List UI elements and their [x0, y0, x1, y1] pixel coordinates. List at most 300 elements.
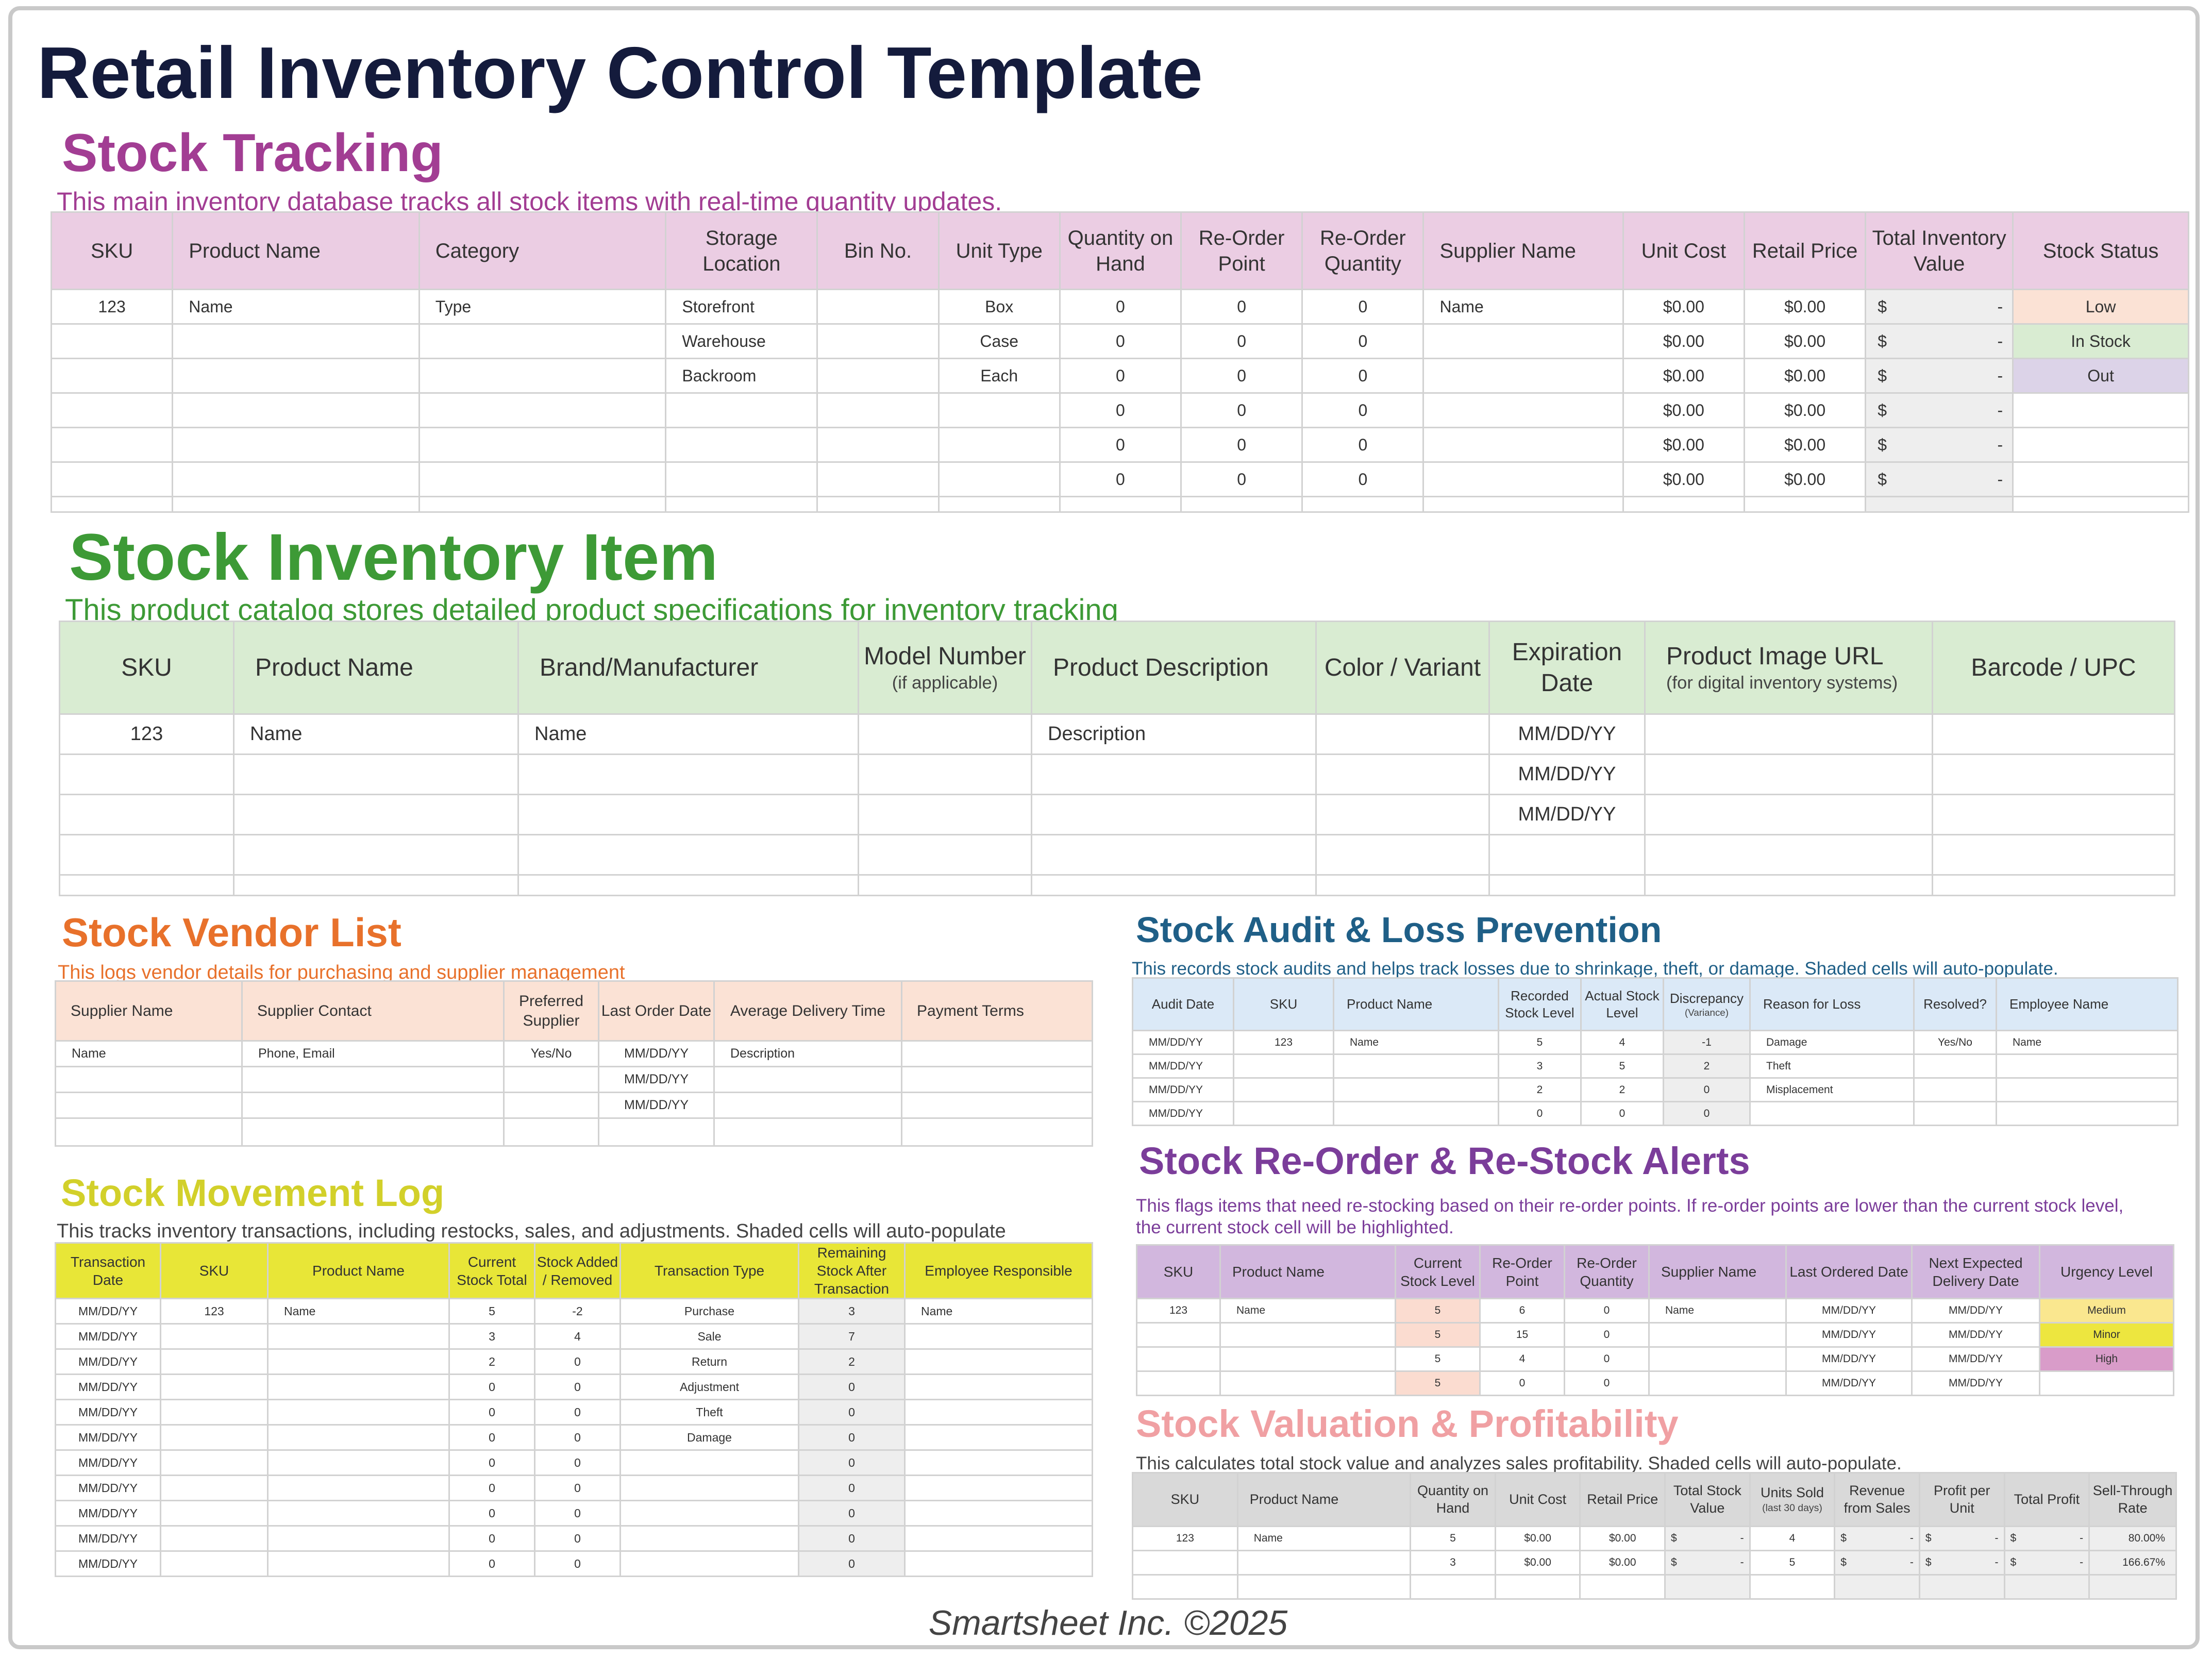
- cell[interactable]: [56, 1118, 242, 1146]
- cell[interactable]: MM/DD/YY: [1912, 1299, 2040, 1323]
- cell[interactable]: [52, 393, 173, 428]
- cell[interactable]: [599, 1118, 714, 1146]
- cell[interactable]: 3: [449, 1324, 535, 1349]
- cell[interactable]: Storefront: [666, 290, 817, 324]
- cell[interactable]: 0: [1181, 393, 1302, 428]
- cell[interactable]: [161, 1400, 268, 1425]
- cell[interactable]: [173, 359, 420, 393]
- cell[interactable]: [1933, 795, 2175, 835]
- cell[interactable]: 15: [1480, 1323, 1565, 1347]
- cell[interactable]: [666, 393, 817, 428]
- cell[interactable]: [1914, 1054, 1997, 1078]
- cell[interactable]: Adjustment: [621, 1375, 799, 1400]
- cell[interactable]: [1649, 1323, 1786, 1347]
- cell[interactable]: [173, 393, 420, 428]
- cell[interactable]: [905, 1501, 1093, 1526]
- cell[interactable]: MM/DD/YY: [56, 1425, 161, 1450]
- cell[interactable]: [817, 393, 939, 428]
- cell[interactable]: 5: [1411, 1527, 1496, 1551]
- cell[interactable]: 4: [535, 1324, 621, 1349]
- cell[interactable]: MM/DD/YY: [1912, 1347, 2040, 1371]
- cell[interactable]: Description: [714, 1041, 902, 1067]
- cell[interactable]: [621, 1501, 799, 1526]
- cell[interactable]: Name: [234, 714, 518, 755]
- cell[interactable]: Return: [621, 1349, 799, 1375]
- cell[interactable]: 0: [1302, 359, 1423, 393]
- cell[interactable]: 0: [535, 1450, 621, 1476]
- cell[interactable]: [161, 1551, 268, 1577]
- cell[interactable]: 0: [1581, 1102, 1664, 1126]
- cell[interactable]: $0.00: [1745, 359, 1866, 393]
- cell[interactable]: [1423, 393, 1623, 428]
- cell[interactable]: $0.00: [1623, 428, 1744, 462]
- cell[interactable]: 0: [535, 1551, 621, 1577]
- cell[interactable]: Name: [1997, 1031, 2178, 1054]
- cell[interactable]: [1997, 1102, 2178, 1126]
- cell[interactable]: [268, 1450, 449, 1476]
- cell[interactable]: [1133, 1551, 1238, 1575]
- cell[interactable]: Name: [268, 1299, 449, 1324]
- cell[interactable]: [173, 324, 420, 359]
- cell[interactable]: Name: [1220, 1299, 1396, 1323]
- cell[interactable]: [817, 324, 939, 359]
- cell[interactable]: [1316, 835, 1489, 875]
- cell[interactable]: 0: [1060, 359, 1181, 393]
- cell[interactable]: $0.00: [1580, 1551, 1665, 1575]
- status-badge[interactable]: Out: [2013, 359, 2189, 393]
- cell[interactable]: $0.00: [1623, 359, 1744, 393]
- cell[interactable]: [518, 795, 859, 835]
- cell[interactable]: MM/DD/YY: [1489, 795, 1645, 835]
- cell[interactable]: MM/DD/YY: [1912, 1371, 2040, 1396]
- cell[interactable]: [621, 1526, 799, 1551]
- cell[interactable]: MM/DD/YY: [1133, 1102, 1234, 1126]
- cell[interactable]: [242, 1067, 504, 1093]
- cell[interactable]: [1997, 1078, 2178, 1102]
- cell[interactable]: 123: [1234, 1031, 1334, 1054]
- cell[interactable]: 0: [1181, 359, 1302, 393]
- cell[interactable]: [1234, 1078, 1334, 1102]
- cell[interactable]: Description: [1032, 714, 1316, 755]
- cell[interactable]: [1137, 1347, 1220, 1371]
- cell[interactable]: $0.00: [1745, 324, 1866, 359]
- cell[interactable]: 3: [1499, 1054, 1581, 1078]
- cell[interactable]: [905, 1400, 1093, 1425]
- urgency-badge[interactable]: [2040, 1371, 2174, 1396]
- cell[interactable]: Yes/No: [504, 1041, 599, 1067]
- cell[interactable]: MM/DD/YY: [1912, 1323, 2040, 1347]
- cell[interactable]: [1645, 835, 1933, 875]
- cell[interactable]: [268, 1375, 449, 1400]
- cell[interactable]: [161, 1501, 268, 1526]
- cell[interactable]: [56, 1093, 242, 1118]
- cell[interactable]: $0.00: [1623, 393, 1744, 428]
- header-audit-date: Audit Date: [1133, 978, 1234, 1031]
- cell[interactable]: [902, 1118, 1093, 1146]
- cell[interactable]: MM/DD/YY: [56, 1501, 161, 1526]
- cell[interactable]: [817, 462, 939, 497]
- cell[interactable]: [859, 755, 1032, 795]
- cell[interactable]: [905, 1324, 1093, 1349]
- cell[interactable]: [905, 1551, 1093, 1577]
- status-badge[interactable]: [2013, 428, 2189, 462]
- cell[interactable]: [504, 1118, 599, 1146]
- cell[interactable]: [268, 1551, 449, 1577]
- cell[interactable]: [234, 835, 518, 875]
- cell[interactable]: [817, 428, 939, 462]
- status-badge[interactable]: In Stock: [2013, 324, 2189, 359]
- cell[interactable]: 0: [1565, 1371, 1649, 1396]
- cell[interactable]: [1649, 1347, 1786, 1371]
- cell[interactable]: 0: [449, 1551, 535, 1577]
- cell[interactable]: Type: [419, 290, 666, 324]
- cell[interactable]: 0: [1565, 1347, 1649, 1371]
- cell[interactable]: [1933, 714, 2175, 755]
- status-badge[interactable]: Low: [2013, 290, 2189, 324]
- cell[interactable]: [268, 1400, 449, 1425]
- cell[interactable]: 0: [1181, 428, 1302, 462]
- cell[interactable]: MM/DD/YY: [1133, 1054, 1234, 1078]
- cell[interactable]: MM/DD/YY: [56, 1551, 161, 1577]
- cell[interactable]: [1316, 755, 1489, 795]
- cell[interactable]: [161, 1476, 268, 1501]
- cell[interactable]: 0: [535, 1425, 621, 1450]
- cell[interactable]: $0.00: [1495, 1551, 1580, 1575]
- urgency-badge[interactable]: Medium: [2040, 1299, 2174, 1323]
- cell[interactable]: [518, 835, 859, 875]
- cell[interactable]: MM/DD/YY: [1133, 1078, 1234, 1102]
- cell[interactable]: Name: [1237, 1527, 1410, 1551]
- cell[interactable]: 0: [1060, 462, 1181, 497]
- cell[interactable]: [268, 1501, 449, 1526]
- current-stock-cell: 5: [1396, 1299, 1480, 1323]
- cell[interactable]: MM/DD/YY: [56, 1324, 161, 1349]
- cell[interactable]: [1645, 795, 1933, 835]
- cell[interactable]: 6: [1480, 1299, 1565, 1323]
- cell[interactable]: 123: [1137, 1299, 1220, 1323]
- cell[interactable]: 0: [1060, 290, 1181, 324]
- cell[interactable]: [161, 1526, 268, 1551]
- cell[interactable]: [714, 1118, 902, 1146]
- cell[interactable]: [52, 462, 173, 497]
- cell[interactable]: [242, 1093, 504, 1118]
- cell[interactable]: [161, 1375, 268, 1400]
- cell[interactable]: [1137, 1323, 1220, 1347]
- cell[interactable]: 0: [1302, 393, 1423, 428]
- cell[interactable]: $0.00: [1745, 462, 1866, 497]
- cell[interactable]: [268, 1349, 449, 1375]
- cell[interactable]: Name: [1423, 290, 1623, 324]
- cell[interactable]: MM/DD/YY: [56, 1476, 161, 1501]
- header-profit-per-unit: Profit per Unit: [1919, 1473, 2004, 1527]
- cell[interactable]: 4: [1750, 1527, 1835, 1551]
- cell[interactable]: [621, 1551, 799, 1577]
- header-transaction-type: Transaction Type: [621, 1243, 799, 1299]
- cell[interactable]: Name: [518, 714, 859, 755]
- cell[interactable]: [242, 1118, 504, 1146]
- cell[interactable]: 4: [1480, 1347, 1565, 1371]
- cell[interactable]: $0.00: [1623, 324, 1744, 359]
- cell[interactable]: [173, 462, 420, 497]
- cell[interactable]: [52, 324, 173, 359]
- cell[interactable]: [1220, 1347, 1396, 1371]
- cell[interactable]: 123: [52, 290, 173, 324]
- cell[interactable]: [268, 1476, 449, 1501]
- cell[interactable]: 0: [449, 1501, 535, 1526]
- cell[interactable]: [905, 1526, 1093, 1551]
- cell[interactable]: [1914, 1102, 1997, 1126]
- cell[interactable]: MM/DD/YY: [1489, 755, 1645, 795]
- cell[interactable]: Sale: [621, 1324, 799, 1349]
- cell[interactable]: Each: [939, 359, 1060, 393]
- cell[interactable]: Name: [1334, 1031, 1499, 1054]
- cell[interactable]: 0: [1060, 324, 1181, 359]
- cell[interactable]: 0: [1181, 324, 1302, 359]
- cell[interactable]: [161, 1425, 268, 1450]
- cell[interactable]: [268, 1526, 449, 1551]
- cell[interactable]: [268, 1324, 449, 1349]
- cell[interactable]: 0: [1565, 1323, 1649, 1347]
- cell[interactable]: [1237, 1551, 1410, 1575]
- cell[interactable]: [817, 359, 939, 393]
- cell[interactable]: 0: [449, 1375, 535, 1400]
- urgency-badge[interactable]: Minor: [2040, 1323, 2174, 1347]
- cell[interactable]: 0: [1302, 290, 1423, 324]
- cell[interactable]: Warehouse: [666, 324, 817, 359]
- cell[interactable]: [859, 714, 1032, 755]
- cell[interactable]: [666, 428, 817, 462]
- cell[interactable]: [1334, 1078, 1499, 1102]
- cell[interactable]: [1645, 714, 1933, 755]
- cell[interactable]: [56, 1067, 242, 1093]
- cell[interactable]: [161, 1450, 268, 1476]
- cell[interactable]: [1423, 462, 1623, 497]
- cell[interactable]: [1750, 1102, 1914, 1126]
- cell[interactable]: Name: [56, 1041, 242, 1067]
- cell[interactable]: Theft: [1750, 1054, 1914, 1078]
- cell[interactable]: [1334, 1054, 1499, 1078]
- sell-through-cell: 166.67%: [2089, 1551, 2176, 1575]
- cell[interactable]: $0.00: [1495, 1527, 1580, 1551]
- cell[interactable]: [939, 393, 1060, 428]
- cell[interactable]: 0: [449, 1476, 535, 1501]
- cell[interactable]: MM/DD/YY: [56, 1526, 161, 1551]
- cell[interactable]: [905, 1476, 1093, 1501]
- cell[interactable]: [1234, 1054, 1334, 1078]
- cell[interactable]: 2: [1499, 1078, 1581, 1102]
- cell[interactable]: 0: [449, 1425, 535, 1450]
- cell[interactable]: [1032, 835, 1316, 875]
- cell[interactable]: MM/DD/YY: [56, 1349, 161, 1375]
- cell[interactable]: 0: [1565, 1299, 1649, 1323]
- cell[interactable]: [859, 835, 1032, 875]
- cell[interactable]: Name: [1649, 1299, 1786, 1323]
- cell[interactable]: MM/DD/YY: [1489, 714, 1645, 755]
- cell[interactable]: Misplacement: [1750, 1078, 1914, 1102]
- cell[interactable]: [714, 1067, 902, 1093]
- cell[interactable]: [905, 1425, 1093, 1450]
- status-badge[interactable]: [2013, 462, 2189, 497]
- cell[interactable]: [1933, 755, 2175, 795]
- cell[interactable]: MM/DD/YY: [56, 1375, 161, 1400]
- cell[interactable]: 123: [161, 1299, 268, 1324]
- cell[interactable]: [939, 428, 1060, 462]
- cell[interactable]: 0: [1499, 1102, 1581, 1126]
- cell[interactable]: 0: [1480, 1371, 1565, 1396]
- cell[interactable]: Yes/No: [1914, 1031, 1997, 1054]
- cell[interactable]: [1423, 359, 1623, 393]
- cell[interactable]: MM/DD/YY: [56, 1400, 161, 1425]
- urgency-badge[interactable]: High: [2040, 1347, 2174, 1371]
- cell[interactable]: 123: [1133, 1527, 1238, 1551]
- cell[interactable]: [859, 795, 1032, 835]
- cell[interactable]: 0: [1302, 462, 1423, 497]
- cell[interactable]: 0: [535, 1476, 621, 1501]
- cell[interactable]: 5: [1750, 1551, 1835, 1575]
- cell[interactable]: MM/DD/YY: [1786, 1347, 1912, 1371]
- cell[interactable]: $0.00: [1745, 428, 1866, 462]
- cell[interactable]: Name: [905, 1299, 1093, 1324]
- cell[interactable]: [1032, 795, 1316, 835]
- cell[interactable]: $0.00: [1745, 393, 1866, 428]
- table-row: [1137, 1323, 2174, 1347]
- cell[interactable]: Damage: [1750, 1031, 1914, 1054]
- cell[interactable]: $0.00: [1580, 1527, 1665, 1551]
- cell[interactable]: [419, 393, 666, 428]
- cell[interactable]: [1423, 324, 1623, 359]
- cell[interactable]: [419, 428, 666, 462]
- cell[interactable]: [52, 428, 173, 462]
- cell[interactable]: [234, 755, 518, 795]
- cell[interactable]: Phone, Email: [242, 1041, 504, 1067]
- cell[interactable]: [621, 1450, 799, 1476]
- cell[interactable]: 0: [449, 1400, 535, 1425]
- cell[interactable]: [419, 462, 666, 497]
- cell[interactable]: MM/DD/YY: [56, 1450, 161, 1476]
- cell[interactable]: Backroom: [666, 359, 817, 393]
- cell[interactable]: Theft: [621, 1400, 799, 1425]
- cell[interactable]: [161, 1349, 268, 1375]
- cell[interactable]: [817, 290, 939, 324]
- cell[interactable]: MM/DD/YY: [599, 1093, 714, 1118]
- cell[interactable]: [234, 795, 518, 835]
- cell[interactable]: Damage: [621, 1425, 799, 1450]
- cell[interactable]: [902, 1041, 1093, 1067]
- cell[interactable]: [1316, 714, 1489, 755]
- header-sku: SKU: [52, 212, 173, 290]
- cell[interactable]: [621, 1476, 799, 1501]
- cell[interactable]: [60, 755, 234, 795]
- cell[interactable]: MM/DD/YY: [1133, 1031, 1234, 1054]
- cell[interactable]: [1220, 1323, 1396, 1347]
- cell[interactable]: 0: [1181, 462, 1302, 497]
- cell[interactable]: [1137, 1371, 1220, 1396]
- cell[interactable]: [268, 1425, 449, 1450]
- cell[interactable]: 2: [1581, 1078, 1664, 1102]
- cell[interactable]: [666, 462, 817, 497]
- cell[interactable]: MM/DD/YY: [56, 1299, 161, 1324]
- cell[interactable]: $0.00: [1745, 290, 1866, 324]
- cell[interactable]: [1997, 1054, 2178, 1078]
- cell[interactable]: 0: [1302, 324, 1423, 359]
- reorder-table-wrap: [1136, 1244, 2173, 1389]
- cell[interactable]: Purchase: [621, 1299, 799, 1324]
- cell[interactable]: [1489, 835, 1645, 875]
- cell[interactable]: 0: [535, 1501, 621, 1526]
- cell[interactable]: [1649, 1371, 1786, 1396]
- cell[interactable]: [939, 462, 1060, 497]
- cell[interactable]: 0: [535, 1349, 621, 1375]
- cell[interactable]: [161, 1324, 268, 1349]
- cell[interactable]: [1316, 795, 1489, 835]
- cell[interactable]: -2: [535, 1299, 621, 1324]
- cell[interactable]: 5: [1581, 1054, 1664, 1078]
- cell[interactable]: 2: [449, 1349, 535, 1375]
- cell[interactable]: 5: [449, 1299, 535, 1324]
- cell[interactable]: [902, 1093, 1093, 1118]
- cell[interactable]: [1423, 428, 1623, 462]
- cell[interactable]: 0: [535, 1375, 621, 1400]
- cell[interactable]: [419, 359, 666, 393]
- cell[interactable]: [173, 428, 420, 462]
- cell[interactable]: 0: [535, 1526, 621, 1551]
- cell[interactable]: [419, 324, 666, 359]
- cell[interactable]: 4: [1581, 1031, 1664, 1054]
- cell[interactable]: [52, 359, 173, 393]
- cell[interactable]: [1234, 1102, 1334, 1126]
- cell[interactable]: 5: [1499, 1031, 1581, 1054]
- cell[interactable]: MM/DD/YY: [1786, 1371, 1912, 1396]
- cell[interactable]: [518, 755, 859, 795]
- cell[interactable]: [1220, 1371, 1396, 1396]
- cell[interactable]: 0: [1181, 290, 1302, 324]
- cell[interactable]: [1032, 755, 1316, 795]
- cell[interactable]: 123: [60, 714, 234, 755]
- cell[interactable]: 0: [1302, 428, 1423, 462]
- cell[interactable]: $0.00: [1623, 290, 1744, 324]
- cell[interactable]: [905, 1375, 1093, 1400]
- cell[interactable]: 3: [1411, 1551, 1496, 1575]
- cell[interactable]: MM/DD/YY: [599, 1041, 714, 1067]
- cell[interactable]: 0: [1060, 393, 1181, 428]
- cell[interactable]: [1334, 1102, 1499, 1126]
- cell[interactable]: 0: [535, 1400, 621, 1425]
- cell[interactable]: [905, 1349, 1093, 1375]
- cell[interactable]: $0.00: [1623, 462, 1744, 497]
- cell[interactable]: [1933, 835, 2175, 875]
- cell[interactable]: 0: [449, 1526, 535, 1551]
- cell[interactable]: [902, 1067, 1093, 1093]
- status-badge[interactable]: [2013, 393, 2189, 428]
- cell[interactable]: [504, 1067, 599, 1093]
- cell[interactable]: 0: [449, 1450, 535, 1476]
- cell[interactable]: Case: [939, 324, 1060, 359]
- cell[interactable]: [1645, 755, 1933, 795]
- cell[interactable]: MM/DD/YY: [599, 1067, 714, 1093]
- cell[interactable]: [1914, 1078, 1997, 1102]
- cell[interactable]: [504, 1093, 599, 1118]
- cell[interactable]: [714, 1093, 902, 1118]
- header-product-name: Product Name: [268, 1243, 449, 1299]
- cell[interactable]: 0: [1060, 428, 1181, 462]
- cell[interactable]: MM/DD/YY: [1786, 1323, 1912, 1347]
- cell[interactable]: Name: [173, 290, 420, 324]
- cell[interactable]: [60, 795, 234, 835]
- cell[interactable]: [60, 835, 234, 875]
- cell[interactable]: [905, 1450, 1093, 1476]
- cell[interactable]: MM/DD/YY: [1786, 1299, 1912, 1323]
- cell[interactable]: Box: [939, 290, 1060, 324]
